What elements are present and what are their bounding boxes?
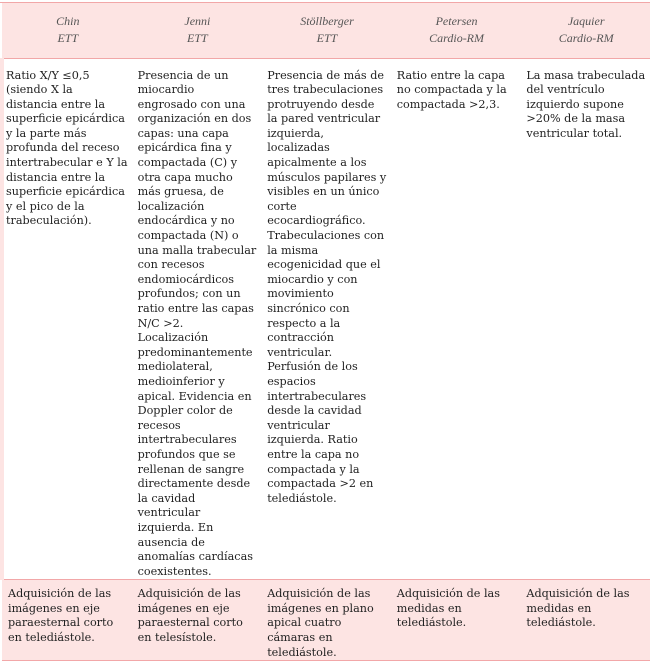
header-jenni [132,3,262,58]
criteria-table [0,3,650,661]
method-name: Cardio-RM [429,31,485,45]
method-name: ETT [57,31,79,45]
acquisition-cell: Adquisición de las medidas en telediástole. [520,580,650,661]
acquisition-cell: Adquisición de las imágenes en eje paraesternal corto en telesístole. [132,580,262,661]
criteria-cell: Presencia de más de tres trabeculaciones protruyendo desde la pared ventricular izquierda, localizadas apicalmente a los músculos papilares y visibles en un único corte ecocardiográfico. Trabeculaciones con la misma ecogenicidad que el miocardio y con movimiento sincrónico con respecto a la contracción ventricular. Perfusión de los espacios intertrabeculares desde la cavidad ventricular izquierda. Ratio entre la capa no compactada y la compactada >2 en telediástole. [261,58,391,580]
author-name: Chin [56,14,80,28]
method-name: ETT [316,31,338,45]
author-name: Petersen [435,14,478,28]
header-row [2,3,650,58]
header-chin [2,3,132,58]
acquisition-cell: Adquisición de las imágenes en plano apical cuatro cámaras en telediástole. [261,580,391,661]
criteria-row [2,58,650,580]
method-name: Cardio-RM [558,31,614,45]
author-name: Jaquier [567,14,605,28]
criteria-cell: Ratio entre la capa no compactada y la compactada >2,3. [391,58,521,580]
author-name: Stöllberger [300,14,354,28]
acquisition-row [2,580,650,661]
acquisition-cell: Adquisición de las medidas en telediástole. [391,580,521,661]
method-name: ETT [187,31,208,45]
criteria-cell: Presencia de un miocardio engrosado con una organización en dos capas: una capa epicárdica fina y compactada (C) y otra capa mucho más gruesa, de localización endocárdica y no compactada (N) o una malla trabecular con recesos endomiocárdicos profundos; con un ratio entre las capas N/C >2. Localización predominantemente mediolateral, medioinferior y apical. Evidencia en Doppler color de recesos intertrabeculares profundos que se rellenan de sangre directamente desde la cavidad ventricular izquierda. En ausencia de anomalías cardíacas coexistentes. [132,58,262,580]
criteria-cell: Ratio X/Y ≤0,5 (siendo X la distancia entre la superficie epicárdica y la parte más profunda del receso intertrabecular e Y la distancia entre la superficie epicárdica y el pico de la trabeculación). [2,58,132,580]
header-stollberger [261,3,391,58]
author-name: Jenni [184,14,211,28]
acquisition-cell: Adquisición de las imágenes en eje paraesternal corto en telediástole. [2,580,132,661]
header-jaquier [520,3,650,58]
criteria-cell: La masa trabeculada del ventrículo izquierdo supone >20% de la masa ventricular total. [520,58,650,580]
header-petersen [391,3,521,58]
